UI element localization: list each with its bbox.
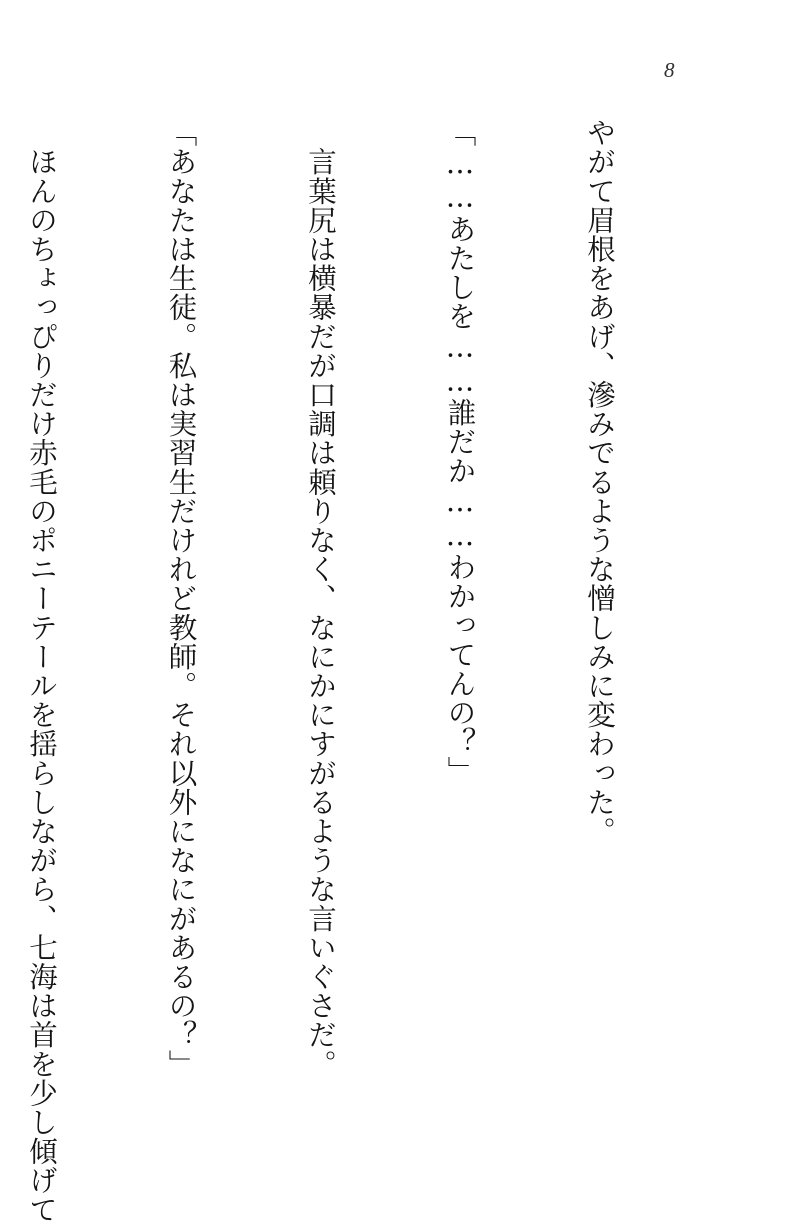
body-text xyxy=(0,118,715,1224)
text-line: 言葉尻は横暴だが口調は頼りなく、なにかにすがるような言いぐさだ。 xyxy=(304,118,337,1079)
text-line: 「……あたしを……誰だか……わかってんの？」 xyxy=(443,118,477,786)
text-line: ほんのちょっぴりだけ赤毛のポニーテールを揺らしながら、七海は首を少し傾げて xyxy=(25,118,58,1224)
text-line: 「あなたは生徒。私は実習生だけれど教師。それ以外になにがあるの？」 xyxy=(164,118,198,1079)
page-number: 8 xyxy=(664,58,675,82)
text-line: やがて眉根をあげ、滲みでるような憎しみに変わった。 xyxy=(583,118,616,846)
